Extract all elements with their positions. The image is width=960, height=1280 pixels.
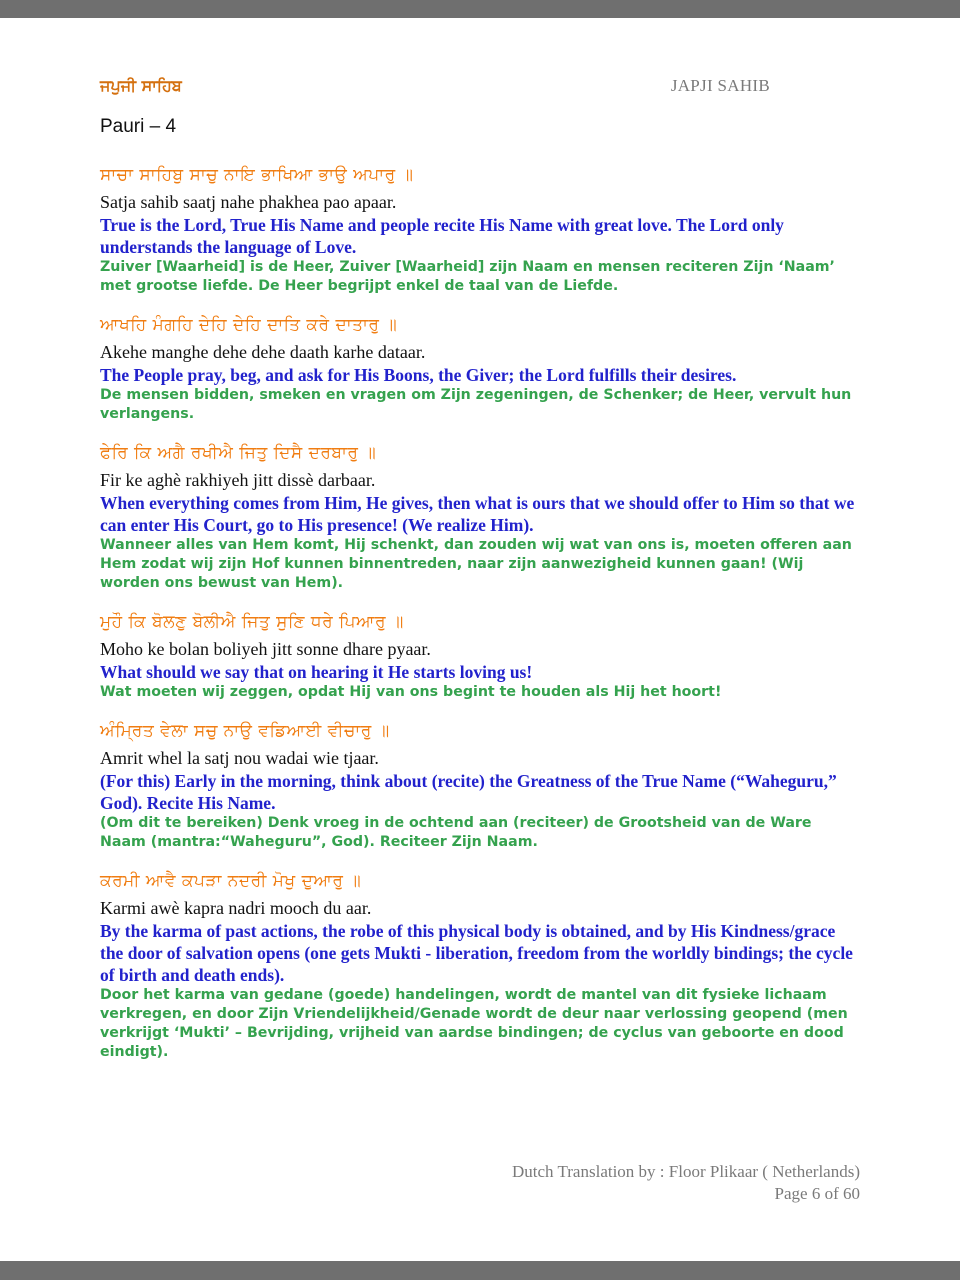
verse-block [100,718,860,852]
section-title: Pauri – 4 [100,116,177,137]
translation-credit: Dutch Translation by : Floor Plikaar ( Netherlands) [512,1162,860,1181]
verse-transliteration: Moho ke bolan boliyeh jitt sonne dhare pyaar. [100,639,431,659]
verse-dutch: De mensen bidden, smeken en vragen om Zijn zegeningen, de Schenker; de Heer, vervult hun verlangens. [100,387,852,422]
header-title: JAPJI SAHIB [670,76,770,95]
verse-gurmukhi: ਸਾਚਾ ਸਾਹਿਬੁ ਸਾਚੁ ਨਾਇ ਭਾਖਿਆ ਭਾਉ ਅਪਾਰੁ ॥ [100,165,414,185]
verse-english: When everything comes from Him, He gives, then what is ours that we should offer to Him so that we can enter His Court, go to His presence! (We realize Him). [100,493,855,535]
header-gurmukhi-title: ਜਪੁਜੀ ਸਾਹਿਬ [100,76,182,95]
verse-english: True is the Lord, True His Name and people recite His Name with great love. The Lord only understands the language of Love. [100,215,784,257]
verse-transliteration: Satja sahib saatj nahe phakhea pao apaar. [100,192,397,212]
verse-dutch: Wanneer alles van Hem komt, Hij schenkt, dan zouden wij wat van ons is, moeten offeren aan Hem zodat wij zijn Hof kunnen binnentreden, naar zijn aanwezigheid kunnen gaan! (Wij worden ons bewust van Hem). [100,537,852,591]
verse-block [100,312,860,424]
verse-gurmukhi: ਅੰਮ੍ਰਿਤ ਵੇਲਾ ਸਚੁ ਨਾਉ ਵਡਿਆਈ ਵੀਚਾਰੁ ॥ [100,721,390,741]
verses-container [100,162,860,1078]
document-page [0,18,960,1261]
verse-transliteration: Karmi awè kapra nadri mooch du aar. [100,898,372,918]
verse-transliteration: Akehe manghe dehe dehe daath karhe dataar. [100,342,426,362]
verse-dutch: (Om dit te bereiken) Denk vroeg in de ochtend aan (reciteer) de Grootsheid van de Ware Naam (mantra:“Waheguru”, God). Reciteer Zijn Naam. [100,815,812,850]
verse-gurmukhi: ਆਖਹਿ ਮੰਗਹਿ ਦੇਹਿ ਦੇਹਿ ਦਾਤਿ ਕਰੇ ਦਾਤਾਰੁ ॥ [100,315,398,335]
verse-dutch: Zuiver [Waarheid] is de Heer, Zuiver [Waarheid] zijn Naam en mensen reciteren Zijn ‘Naam’ met grootse liefde. De Heer begrijpt enkel de taal van de Liefde. [100,259,835,294]
verse-transliteration: Amrit whel la satj nou wadai wie tjaar. [100,748,379,768]
verse-block [100,440,860,593]
verse-english: (For this) Early in the morning, think about (recite) the Greatness of the True Name (“Waheguru,” God). Recite His Name. [100,771,837,813]
verse-transliteration: Fir ke aghè rakhiyeh jitt dissè darbaar. [100,470,376,490]
verse-dutch: Wat moeten wij zeggen, opdat Hij van ons begint te houden als Hij het hoort! [100,684,722,700]
verse-english: What should we say that on hearing it He starts loving us! [100,662,533,682]
verse-dutch: Door het karma van gedane (goede) handelingen, wordt de mantel van dit fysieke lichaam verkregen, en door Zijn Vriendelijkheid/Genade wordt de deur naar verlossing geopend (men verkrijgt ‘Mukti’ – Bevrijding, vrijheid van aardse bindingen; de cyclus van geboorte en dood eindigt). [100,987,848,1060]
verse-gurmukhi: ਕਰਮੀ ਆਵੈ ਕਪੜਾ ਨਦਰੀ ਮੋਖੁ ਦੁਆਰੁ ॥ [100,871,362,891]
page-footer [512,1161,860,1205]
verse-block [100,868,860,1062]
verse-gurmukhi: ਮੁਹੌ ਕਿ ਬੋਲਣੁ ਬੋਲੀਐ ਜਿਤੁ ਸੁਣਿ ਧਰੇ ਪਿਆਰੁ ॥ [100,612,404,632]
verse-gurmukhi: ਫੇਰਿ ਕਿ ਅਗੈ ਰਖੀਐ ਜਿਤੁ ਦਿਸੈ ਦਰਬਾਰੁ ॥ [100,443,377,463]
verse-block [100,609,860,702]
verse-english: The People pray, beg, and ask for His Boons, the Giver; the Lord fulfills their desires. [100,365,737,385]
verse-english: By the karma of past actions, the robe of this physical body is obtained, and by His Kindness/grace the door of salvation opens (one gets Mukti - liberation, freedom from the worldly bindings; the cycle of birth and death ends). [100,921,853,985]
verse-block [100,162,860,296]
page-number: Page 6 of 60 [774,1184,860,1203]
